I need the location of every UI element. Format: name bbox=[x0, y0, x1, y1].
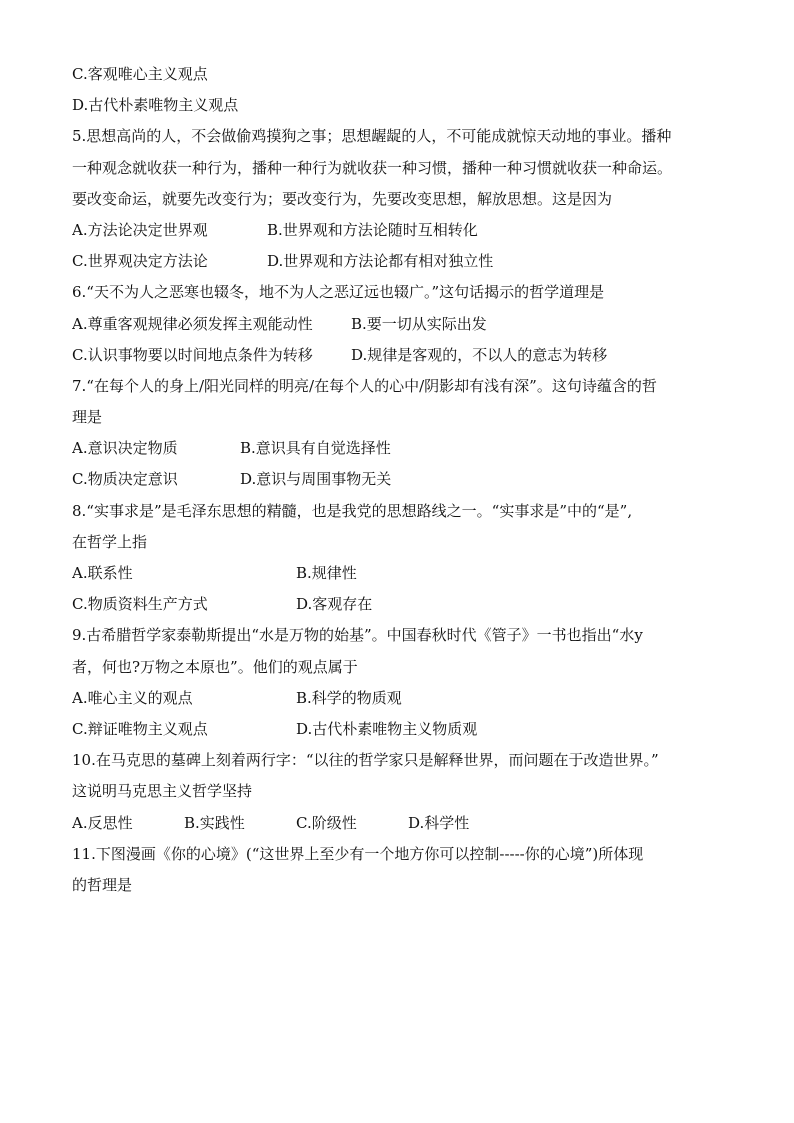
question-9-options-ab bbox=[72, 683, 722, 714]
option-d: D.意识与周围事物无关 bbox=[240, 470, 392, 489]
option-b: B.世界观和方法论随时互相转化 bbox=[267, 220, 478, 239]
option-b: B.实践性 bbox=[184, 813, 245, 832]
question-7-stem bbox=[72, 371, 722, 402]
option-d: D.科学性 bbox=[408, 813, 470, 832]
option-line bbox=[72, 59, 722, 90]
question-8-stem bbox=[72, 496, 722, 527]
option-c: C.辩证唯物主义观点 bbox=[72, 719, 208, 738]
question-9-options-cd bbox=[72, 714, 722, 745]
option-text: C.客观唯心主义观点 bbox=[72, 65, 208, 83]
question-text: 一种观念就收获一种行为，播种一种行为就收获一种习惯，播种一种习惯就收获一种命运。 bbox=[72, 158, 673, 177]
question-text: 11.下图漫画《你的心境》(“这世界上至少有一个地方你可以控制-----你的心境”)所体现 bbox=[72, 844, 644, 863]
question-11-stem-cont bbox=[72, 870, 722, 901]
question-text: 10.在马克思的墓碑上刻着两行字：“以往的哲学家只是解释世界，而问题在于改造世界。” bbox=[72, 751, 659, 770]
option-a: A.方法论决定世界观 bbox=[72, 220, 208, 239]
question-6-stem bbox=[72, 277, 722, 308]
question-5-options-cd bbox=[72, 246, 722, 277]
question-10-options bbox=[72, 808, 722, 839]
option-text: D.古代朴素唯物主义观点 bbox=[72, 96, 239, 115]
question-text: 者，何也?万物之本原也”。他们的观点属于 bbox=[72, 657, 358, 676]
question-7-stem-cont bbox=[72, 402, 722, 433]
question-text: 要改变命运，就要先改变行为；要改变行为，先要改变思想，解放思想。这是因为 bbox=[72, 189, 613, 208]
option-line bbox=[72, 90, 722, 121]
question-text: 8.“实事求是”是毛泽东思想的精髓，也是我党的思想路线之一。“实事求是”中的“是”, bbox=[72, 501, 633, 520]
question-text: 7.“在每个人的身上/阳光同样的明亮/在每个人的心中/阴影却有浅有深”。这句诗蕴含的哲 bbox=[72, 376, 657, 395]
question-text: 6.“天不为人之恶寒也辍冬，地不为人之恶辽远也辍广。”这句话揭示的哲学道理是 bbox=[72, 283, 605, 302]
question-text: 5.思想高尚的人，不会做偷鸡摸狗之事；思想龌龊的人，不可能成就惊天动地的事业。播种 bbox=[72, 127, 672, 146]
option-b: B.要一切从实际出发 bbox=[351, 314, 487, 333]
question-5-stem bbox=[72, 121, 722, 152]
question-5-stem-cont bbox=[72, 153, 722, 184]
question-10-stem-cont bbox=[72, 776, 722, 807]
question-7-options-cd bbox=[72, 464, 722, 495]
option-c: C.阶级性 bbox=[296, 813, 357, 832]
option-c: C.物质决定意识 bbox=[72, 470, 178, 489]
question-9-stem-cont bbox=[72, 652, 722, 683]
option-a: A.尊重客观规律必须发挥主观能动性 bbox=[72, 314, 313, 333]
option-a: A.唯心主义的观点 bbox=[72, 688, 193, 707]
option-c: C.物质资料生产方式 bbox=[72, 595, 208, 614]
question-8-stem-cont bbox=[72, 527, 722, 558]
option-d: D.客观存在 bbox=[296, 595, 373, 614]
question-5-stem-cont bbox=[72, 184, 722, 215]
question-8-options-ab bbox=[72, 558, 722, 589]
question-text: 9.古希腊哲学家泰勒斯提出“水是万物的始基”。中国春秋时代《管子》一书也指出“水y bbox=[72, 626, 643, 645]
question-6-options-cd bbox=[72, 340, 722, 371]
option-c: C.认识事物要以时间地点条件为转移 bbox=[72, 345, 313, 364]
question-7-options-ab bbox=[72, 433, 722, 464]
option-c: C.世界观决定方法论 bbox=[72, 252, 208, 271]
option-d: D.规律是客观的，不以人的意志为转移 bbox=[351, 345, 608, 364]
option-a: A.联系性 bbox=[72, 564, 133, 582]
question-6-options-ab bbox=[72, 309, 722, 340]
question-9-stem bbox=[72, 620, 722, 651]
question-text: 理是 bbox=[72, 408, 103, 427]
question-10-stem bbox=[72, 745, 722, 776]
question-text: 这说明马克思主义哲学坚持 bbox=[72, 782, 253, 801]
option-d: D.世界观和方法论都有相对独立性 bbox=[267, 252, 494, 271]
option-b: B.意识具有自觉选择性 bbox=[240, 439, 391, 458]
question-5-options-ab bbox=[72, 215, 722, 246]
question-text: 在哲学上指 bbox=[72, 532, 148, 551]
option-d: D.古代朴素唯物主义物质观 bbox=[296, 719, 478, 738]
option-b: B.科学的物质观 bbox=[296, 688, 402, 707]
option-a: A.意识决定物质 bbox=[72, 439, 178, 458]
option-b: B.规律性 bbox=[296, 564, 357, 582]
question-8-options-cd bbox=[72, 589, 722, 620]
question-11-stem bbox=[72, 839, 722, 870]
question-text: 的哲理是 bbox=[72, 875, 133, 894]
option-a: A.反思性 bbox=[72, 813, 133, 832]
